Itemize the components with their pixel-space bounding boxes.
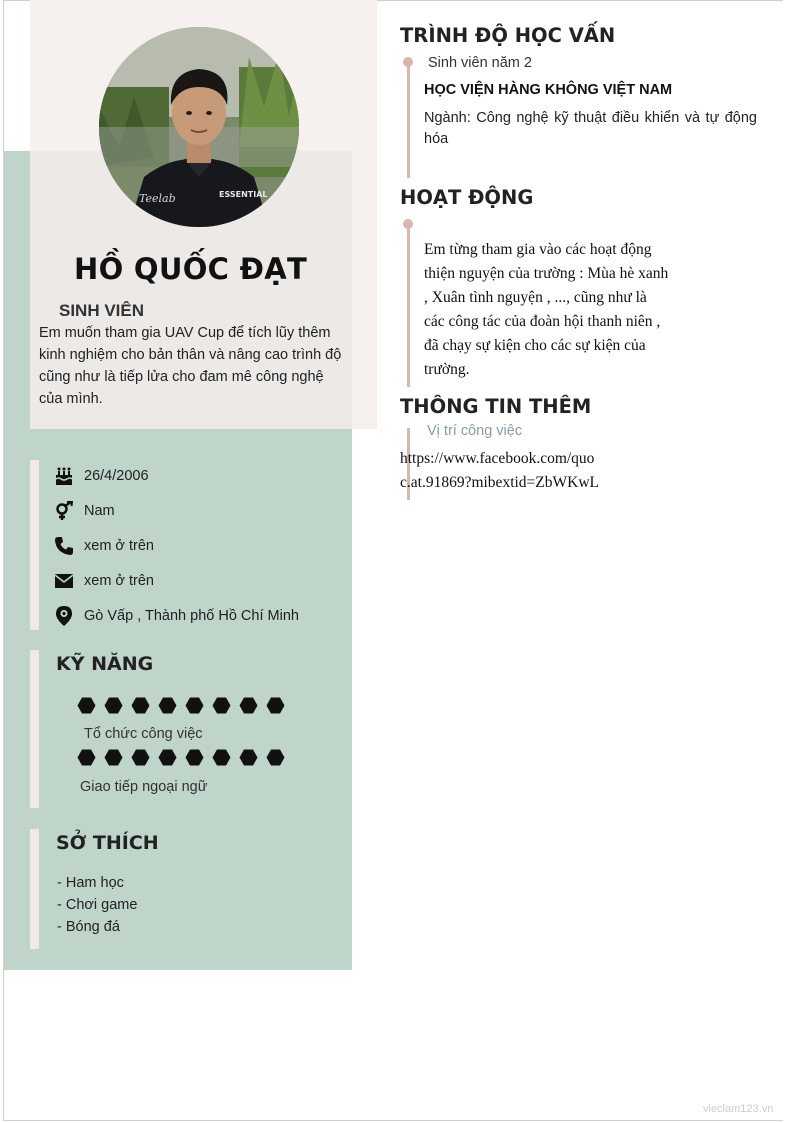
education-year: Sinh viên năm 2 [428, 55, 532, 71]
skill-label: Giao tiếp ngoại ngữ [80, 779, 208, 795]
location-icon [54, 606, 74, 626]
skill-level-hexagon [239, 749, 258, 766]
email-value: xem ở trên [84, 573, 154, 589]
avatar-photo [99, 27, 299, 227]
person-name: HỒ QUỐC ĐẠT [74, 252, 308, 286]
contact-gender [54, 499, 115, 523]
skills-side-bar [30, 650, 39, 808]
activities-heading: HOẠT ĐỘNG [400, 186, 534, 209]
skill-level-hexagon [131, 749, 150, 766]
skill-level-hexagon [77, 697, 96, 714]
phone-icon [54, 536, 74, 556]
more-info-heading: THÔNG TIN THÊM [400, 395, 592, 418]
hobbies-heading: SỞ THÍCH [56, 832, 159, 854]
skill-level-hexagon [158, 749, 177, 766]
hobby-item: - Chơi game [57, 897, 138, 913]
skill-level-hexagon [239, 697, 258, 714]
hobbies-side-bar [30, 829, 39, 949]
skill-level-hexagon [266, 749, 285, 766]
education-school: HỌC VIỆN HÀNG KHÔNG VIỆT NAM [424, 82, 673, 98]
skill-level-hexagon [212, 697, 231, 714]
skill-level-hexagon [266, 697, 285, 714]
skill-level-hexagon [212, 749, 231, 766]
contact-phone [54, 534, 154, 558]
skill-level-hexagon [104, 697, 123, 714]
skill-rating-language [77, 749, 293, 766]
education-heading: TRÌNH ĐỘ HỌC VẤN [400, 24, 616, 47]
job-title: SINH VIÊN [59, 301, 145, 320]
gender-icon [54, 501, 74, 521]
address-value: Gò Vấp , Thành phố Hồ Chí Minh [84, 608, 299, 624]
hobby-item: - Ham học [57, 875, 124, 891]
profile-background-edge [352, 151, 377, 429]
facebook-link[interactable]: https://www.facebook.com/quoc.at.91869?mibextid=ZbWKwL [400, 450, 599, 491]
skills-heading: KỸ NĂNG [56, 653, 154, 675]
svg-text:Teelab: Teelab [139, 192, 176, 205]
education-major: Ngành: Công nghệ kỹ thuật điều khiển và tự động hóa [424, 110, 757, 147]
watermark: vieclam123.vn [703, 1103, 774, 1115]
contact-birthday [54, 464, 149, 488]
contact-side-bar [30, 460, 39, 630]
cake-icon [54, 466, 74, 486]
skill-level-hexagon [185, 697, 204, 714]
more-info-label: Vị trí công việc [427, 423, 523, 439]
education-timeline-dot [403, 57, 413, 67]
activities-timeline-line [407, 224, 410, 387]
activities-description: Em từng tham gia vào các hoạt động thiện nguyện của trường : Mùa hè xanh , Xuân tình nguyện , ..., cũng như là các công tác của đoàn hội thanh niên , đã chạy sự kiện cho các sự kiện của trường. [424, 241, 669, 378]
skill-level-hexagon [77, 749, 96, 766]
hobby-item: - Bóng đá [57, 919, 120, 935]
skill-rating-organize [77, 697, 293, 714]
contact-address [54, 604, 299, 628]
education-timeline-line [407, 62, 410, 178]
skill-label: Tổ chức công việc [84, 726, 203, 742]
skill-level-hexagon [158, 697, 177, 714]
skill-level-hexagon [131, 697, 150, 714]
career-objective: Em muốn tham gia UAV Cup để tích lũy thêm kinh nghiệm cho bản thân và nâng cao trình độ cũng như là tiếp lửa cho đam mê công nghệ của mình. [39, 325, 342, 407]
gender-value: Nam [84, 503, 115, 519]
phone-value: xem ở trên [84, 538, 154, 554]
avatar [99, 27, 299, 227]
activities-timeline-dot [403, 219, 413, 229]
contact-email [54, 569, 154, 593]
mail-icon [54, 571, 74, 591]
skill-level-hexagon [185, 749, 204, 766]
skill-level-hexagon [104, 749, 123, 766]
svg-text:ESSENTIAL: ESSENTIAL [219, 190, 268, 199]
birthday-value: 26/4/2006 [84, 468, 149, 484]
